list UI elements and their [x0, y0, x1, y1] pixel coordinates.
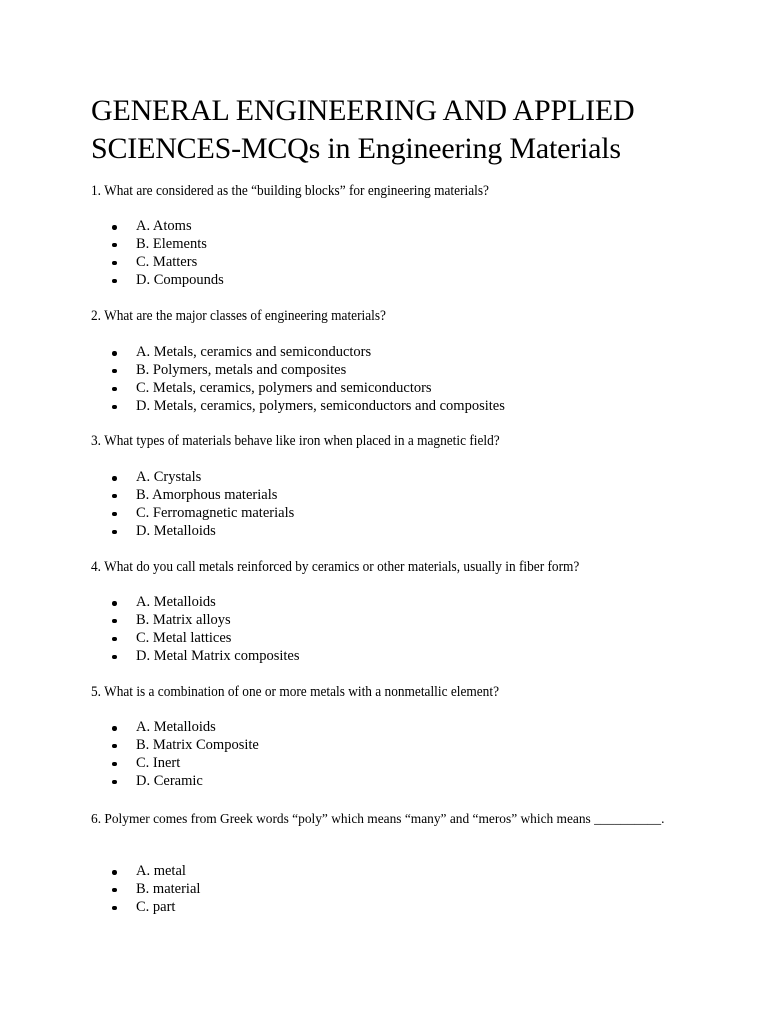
option-label: A. Crystals	[136, 469, 202, 485]
option-label: C. Metal lattices	[136, 629, 232, 646]
question-text: 3. What types of materials behave like iron when placed in a magnetic field?	[91, 433, 500, 449]
option-item	[112, 272, 224, 290]
option-label: B. Matrix alloys	[136, 611, 231, 628]
bullet-icon	[112, 369, 117, 374]
bullet-icon	[112, 619, 117, 624]
option-label: D. Metal Matrix composites	[136, 647, 300, 664]
bullet-icon	[112, 351, 117, 356]
bullet-icon	[112, 387, 117, 392]
bullet-icon	[112, 225, 117, 230]
question-1	[91, 182, 691, 201]
option-item	[112, 899, 200, 917]
bullet-icon	[112, 512, 117, 517]
options-list-6	[112, 863, 200, 917]
question-text: 6. Polymer comes from Greek words “poly” which means “many” and “meros” which means __________.	[91, 811, 665, 826]
option-label: D. Metals, ceramics, polymers, semiconductors and composites	[136, 397, 505, 414]
bullet-icon	[112, 906, 117, 911]
bullet-icon	[112, 888, 117, 893]
question-5	[91, 683, 691, 702]
options-list-5	[112, 719, 259, 791]
option-item	[112, 755, 259, 773]
option-label: B. Elements	[136, 235, 207, 252]
bullet-icon	[112, 870, 117, 875]
document-title: GENERAL ENGINEERING AND APPLIED SCIENCES-MCQs in Engineering Materials	[91, 94, 635, 165]
question-text: 5. What is a combination of one or more metals with a nonmetallic element?	[91, 684, 499, 700]
option-item	[112, 773, 259, 791]
option-item	[112, 863, 200, 881]
option-item	[112, 254, 224, 272]
bullet-icon	[112, 476, 117, 481]
bullet-icon	[112, 655, 117, 660]
option-item	[112, 398, 505, 416]
question-text: 1. What are considered as the “building blocks” for engineering materials?	[91, 183, 489, 199]
bullet-icon	[112, 243, 117, 248]
bullet-icon	[112, 780, 117, 785]
option-item	[112, 630, 300, 648]
bullet-icon	[112, 405, 117, 410]
option-item	[112, 469, 294, 487]
option-label: C. Inert	[136, 754, 181, 771]
options-list-4	[112, 594, 300, 666]
option-label: B. Matrix Composite	[136, 736, 259, 753]
option-label: C. part	[136, 898, 176, 915]
option-item	[112, 612, 300, 630]
option-label: C. Matters	[136, 253, 198, 270]
question-2	[91, 307, 691, 326]
question-text: 4. What do you call metals reinforced by ceramics or other materials, usually in fiber form?	[91, 559, 580, 575]
options-list-2	[112, 344, 505, 416]
question-3	[91, 432, 691, 451]
bullet-icon	[112, 601, 117, 606]
options-list-3	[112, 469, 294, 541]
bullet-icon	[112, 744, 117, 749]
option-label: B. Polymers, metals and composites	[136, 361, 347, 378]
option-item	[112, 344, 505, 362]
option-label: A. Metalloids	[136, 719, 216, 735]
bullet-icon	[112, 494, 117, 499]
option-label: D. Ceramic	[136, 772, 203, 789]
question-6	[91, 809, 691, 829]
bullet-icon	[112, 279, 117, 284]
option-label: B. material	[136, 880, 201, 897]
options-list-1	[112, 218, 224, 290]
option-item	[112, 505, 294, 523]
option-item	[112, 594, 300, 612]
question-4	[91, 558, 691, 577]
option-item	[112, 719, 259, 737]
bullet-icon	[112, 261, 117, 266]
option-item	[112, 523, 294, 541]
option-item	[112, 737, 259, 755]
option-label: D. Metalloids	[136, 522, 216, 539]
option-item	[112, 487, 294, 505]
option-label: D. Compounds	[136, 271, 224, 288]
option-label: A. metal	[136, 863, 186, 879]
option-item	[112, 236, 224, 254]
option-label: B. Amorphous materials	[136, 486, 278, 503]
option-item	[112, 380, 505, 398]
option-label: A. Atoms	[136, 218, 192, 234]
option-label: C. Ferromagnetic materials	[136, 504, 295, 521]
option-item	[112, 881, 200, 899]
option-item	[112, 362, 505, 380]
option-label: C. Metals, ceramics, polymers and semiconductors	[136, 379, 432, 396]
question-text: 2. What are the major classes of engineering materials?	[91, 308, 386, 324]
option-label: A. Metals, ceramics and semiconductors	[136, 344, 372, 360]
option-item	[112, 648, 300, 666]
bullet-icon	[112, 530, 117, 535]
option-label: A. Metalloids	[136, 594, 216, 610]
bullet-icon	[112, 637, 117, 642]
option-item	[112, 218, 224, 236]
bullet-icon	[112, 762, 117, 767]
bullet-icon	[112, 726, 117, 731]
